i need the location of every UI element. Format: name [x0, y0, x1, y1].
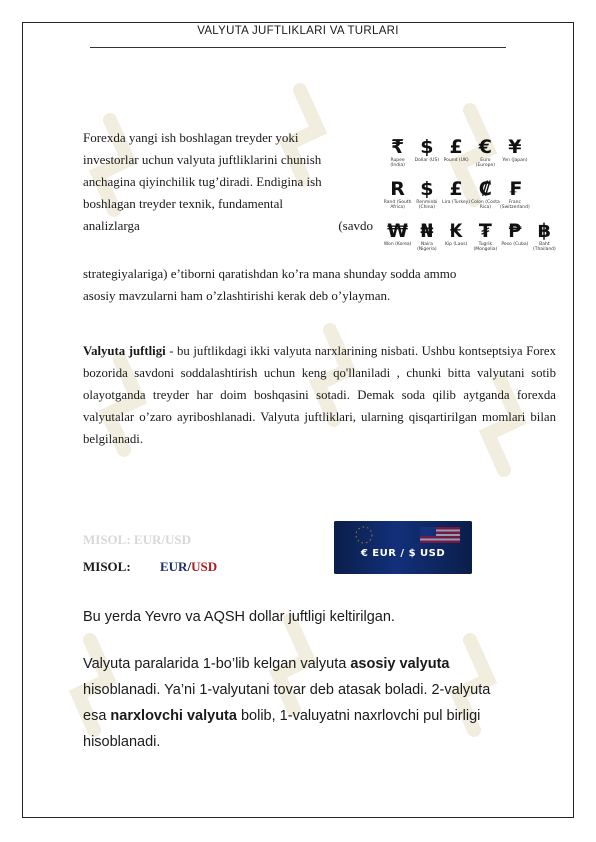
currency-symbol: $ [420, 136, 434, 158]
currency-symbol: ₣ [508, 178, 522, 200]
currency-name: Euro (Europe) [475, 158, 496, 168]
explanation-paragraph [83, 651, 559, 755]
currency-name: Tugrik (Mongolia) [473, 242, 498, 252]
definition-text: - bu juftlikdagi ikki valyuta narxlarining nisbati. Ushbu kontseptsiya Forex bozorida savdoni soddalashtirish uchun keng qo'llaniladi , chunki bitta valyutani sotib olayotganda treyder har doim boshqasini sotadi. Demak soda qilib aytganda forexda valyutalar o’zaro ayriboshlanadi. Valyuta juftliklari, ularning qisqartirilgan momlari bilan belgilanadi. [83, 344, 556, 446]
intro-line: anchagina qiyinchilik tug’diradi. Endigina ish [83, 174, 322, 189]
currency-symbol: R [390, 178, 405, 200]
intro-paragraph-continued [83, 263, 553, 307]
explain-line: hisoblanadi. Ya’ni 1-valyutani tovar deb atasak boladi. 2-valyuta [83, 682, 491, 698]
intro-word: analizlarga [83, 218, 140, 233]
currency-cell [530, 136, 559, 178]
definition-paragraph [83, 340, 556, 450]
intro-line: investorlar uchun valyuta juftliklarini chunish [83, 152, 322, 167]
currency-cell [500, 178, 530, 220]
explain-bold-term: asosiy valyuta [350, 656, 450, 672]
currency-cell [471, 178, 500, 220]
currency-name: Renminbi (China) [416, 200, 438, 210]
intro-line: asosiy mavzularni ham o’zlashtirishi kerak deb o’ylayman. [83, 288, 391, 303]
currency-name: Dollar (US) [414, 158, 440, 163]
currency-name: Rupee (India) [390, 158, 405, 168]
currency-cell [442, 136, 471, 178]
intro-word: (savdo [338, 218, 373, 233]
currency-cell [471, 136, 500, 178]
explain-text: Valyuta paralarida 1-bo’lib kelgan valyuta [83, 656, 351, 672]
explain-line [83, 651, 559, 677]
example-currency-pair [160, 559, 217, 575]
currency-cell [530, 220, 559, 262]
currency-cell [442, 220, 471, 262]
currency-symbols-image [383, 136, 559, 262]
currency-cell [412, 220, 441, 262]
currency-cell [500, 136, 530, 178]
currency-cell [412, 178, 441, 220]
explain-line [83, 703, 559, 729]
currency-cell [383, 136, 412, 178]
currency-name: Kip (Laos) [444, 242, 468, 247]
currency-symbol: ₭ [449, 220, 463, 242]
currency-cell [383, 178, 412, 220]
currency-symbol: € [478, 136, 492, 158]
currency-cell [383, 220, 412, 262]
definition-term: Valyuta juftligi [83, 344, 166, 358]
banner-label: € EUR / $ USD [360, 548, 446, 559]
page-header-title: VALYUTA JUFTLIKLARI VA TURLARI [197, 25, 399, 37]
currency-name: Pound (UK) [443, 158, 469, 163]
example-shadow-text: MISOL: EUR/USD [83, 532, 191, 547]
example-label: MISOL: [83, 559, 131, 574]
example-sentence: Bu yerda Yevro va AQSH dollar juftligi keltirilgan. [83, 609, 395, 625]
currency-name: Rand (South Africa) [383, 200, 412, 210]
explain-text: esa [83, 708, 111, 724]
currency-cell [471, 220, 500, 262]
currency-name: Colon (Costa Rica) [471, 200, 500, 210]
currency-symbol: ₦ [420, 220, 434, 242]
currency-name: Naira (Nigeria) [417, 242, 437, 252]
currency-symbol: ₡ [478, 178, 492, 200]
currency-symbol: ₱ [508, 220, 522, 242]
eur-usd-banner-image [334, 521, 472, 574]
currency-symbol: ₹ [391, 136, 405, 158]
currency-name: Lira (Turkey) [442, 200, 471, 205]
pair-slash: / [187, 559, 192, 574]
currency-symbol: ₮ [478, 220, 492, 242]
intro-line: boshlagan treyder texnik, fundamental [83, 196, 283, 211]
currency-cell [500, 220, 530, 262]
currency-name: Baht (Thailand) [532, 242, 556, 252]
currency-cell [442, 178, 471, 220]
explain-line: hisoblanadi. [83, 734, 161, 750]
intro-line: Forexda yangi ish boshlagan treyder yoki [83, 130, 299, 145]
currency-cell [530, 178, 559, 220]
intro-paragraph [83, 127, 373, 237]
currency-symbol: £ [449, 136, 463, 158]
header-divider [90, 47, 506, 48]
currency-name: Yen (Japan) [502, 158, 528, 163]
currency-symbol: ¥ [508, 136, 522, 158]
explain-bold-term: narxlovchi valyuta [110, 708, 237, 724]
currency-symbol: £ [449, 178, 463, 200]
currency-name: Won (Korea) [383, 242, 412, 247]
intro-line [83, 215, 373, 237]
currency-symbol: $ [420, 178, 434, 200]
currency-cell [412, 136, 441, 178]
quote-currency: USD [191, 559, 218, 574]
explain-text: bolib, 1-valuyatni naxrlovchi pul birligi [236, 708, 481, 724]
currency-symbol: ₩ [387, 220, 409, 242]
currency-name: Peso (Cuba) [501, 242, 529, 247]
currency-name: Franc (Switzerland) [500, 200, 530, 210]
base-currency: EUR [160, 559, 188, 574]
intro-line: strategiyalariga) e’tiborni qaratishdan ko’ra mana shunday sodda ammo [83, 266, 457, 281]
currency-symbol: ฿ [537, 220, 551, 242]
